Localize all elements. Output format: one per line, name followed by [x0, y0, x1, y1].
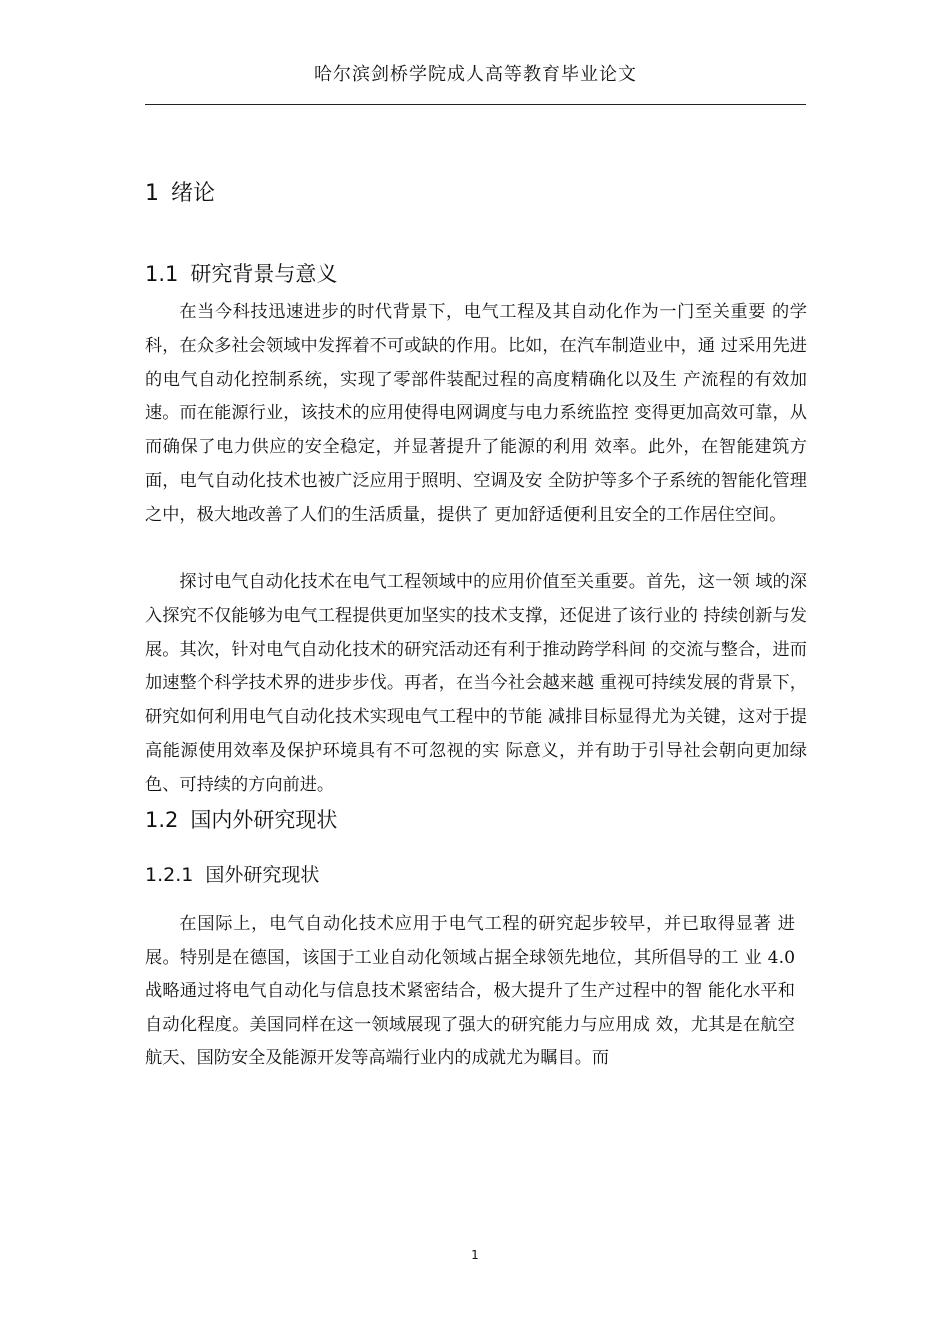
section-number: 1.2 [145, 808, 179, 832]
subsection-title: 国外研究现状 [205, 864, 320, 886]
subsection-heading-1-2-1 [145, 860, 319, 887]
subsection-number: 1.2.1 [145, 864, 194, 886]
section-title: 研究背景与意义 [190, 262, 338, 286]
section-heading-1-1 [145, 258, 337, 288]
section-number: 1.1 [145, 262, 179, 286]
paragraph: 在国际上，电气自动化技术应用于电气工程的研究起步较早，并已取得显著 进展。特别是在德国，该国于工业自动化领域占据全球领先地位，其所倡导的工 业 4.0 战略通过将电气自动化与信息技术紧密结合，极大提升了生产过程中的智 能化水平和自动化程度。美国同样在这一领域展现了强大的研究能力与应用成 效，尤其是在航空航天、国防安全及能源开发等高端行业内的成就尤为瞩目。而 [145, 914, 795, 1069]
page-number: 1 [471, 1248, 479, 1262]
page-header: 哈尔滨剑桥学院成人高等教育毕业论文 [314, 64, 637, 85]
paragraph: 在当今科技迅速进步的时代背景下，电气工程及其自动化作为一门至关重要 的学科，在众多社会领域中发挥着不可或缺的作用。比如，在汽车制造业中，通 过采用先进的电气自动化控制系统，实现了零部件装配过程的高度精确化以及生 产流程的有效加速。而在能源行业，该技术的应用使得电网调度与电力系统监控 变得更加高效可靠，从而确保了电力供应的安全稳定，并显著提升了能源的利用 效率。此外，在智能建筑方面，电气自动化技术也被广泛应用于照明、空调及安 全防护等多个子系统的智能化管理之中，极大地改善了人们的生活质量，提供了 更加舒适便利且安全的工作居住空间。 [145, 302, 807, 525]
chapter-title: 绪论 [171, 181, 216, 206]
section-title: 国内外研究现状 [190, 808, 338, 832]
chapter-number: 1 [145, 181, 159, 206]
paragraph: 探讨电气自动化技术在电气工程领域中的应用价值至关重要。首先，这一领 域的深入探究不仅能够为电气工程提供更加坚实的技术支撑，还促进了该行业的 持续创新与发展。其次，针对电气自动化技术的研究活动还有利于推动跨学科间 的交流与整合，进而加速整个科学技术界的进步步伐。再者，在当今社会越来越 重视可持续发展的背景下，研究如何利用电气自动化技术实现电气工程中的节能 减排目标显得尤为关键，这对于提高能源使用效率及保护环境具有不可忽视的实 际意义，并有助于引导社会朝向更加绿色、可持续的方向前进。 [145, 572, 807, 795]
chapter-heading [145, 176, 215, 207]
section-heading-1-2 [145, 804, 337, 834]
header-rule [145, 104, 806, 105]
